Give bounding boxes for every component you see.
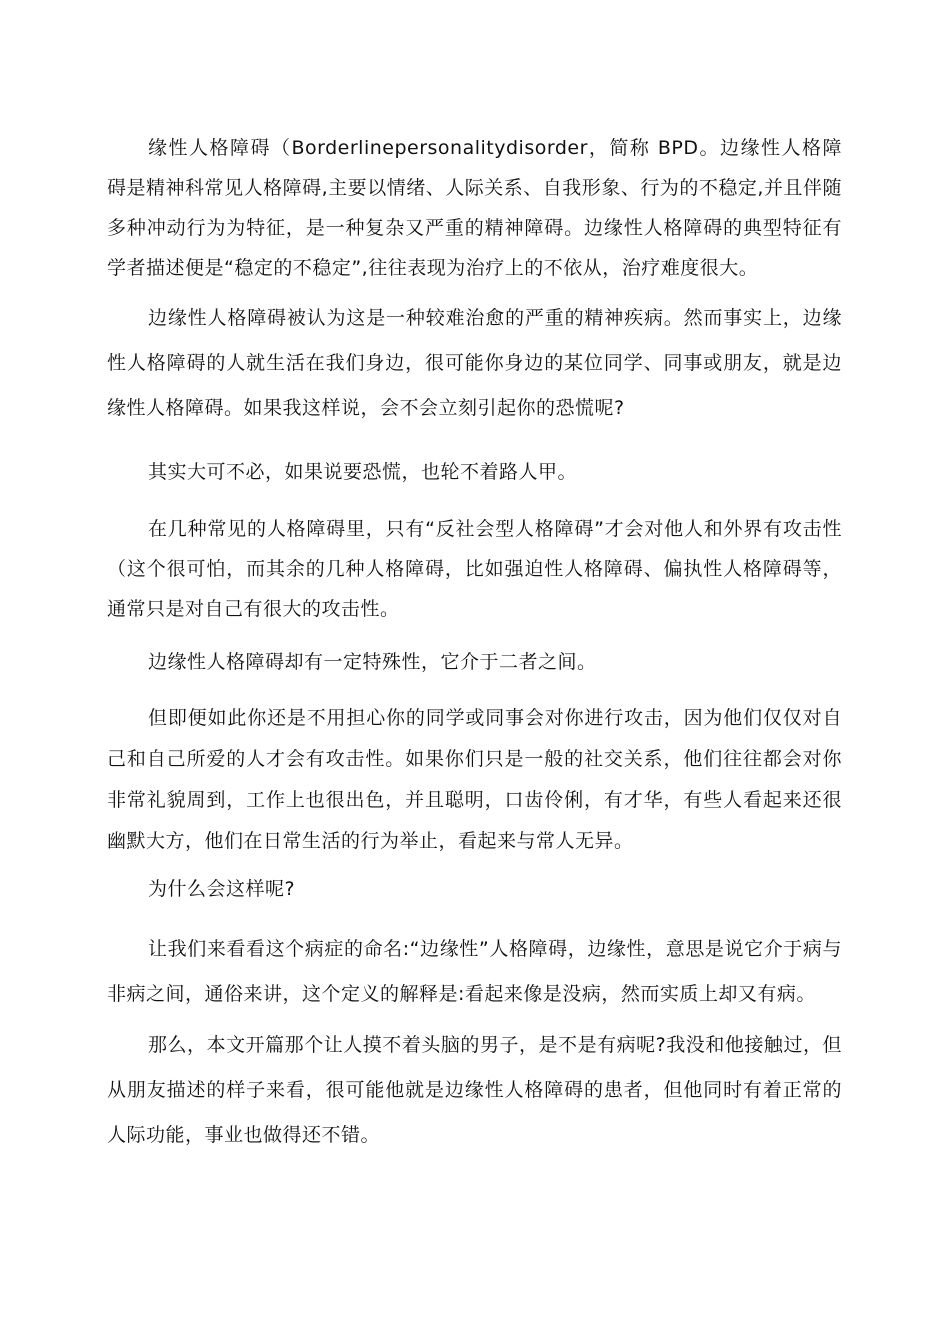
paragraph-5: 边缘性人格障碍却有一定特殊性，它介于二者之间。 — [148, 651, 597, 673]
paragraph-1: 缘性人格障碍（Borderlinepersonalitydisorder，简称 BPD。边缘性人格障碍是精神科常见人格障碍,主要以情绪、人际关系、自我形象、行为的不稳定,并且伴随多种冲动行为为特征，是一种复杂又严重的精神障碍。边缘性人格障碍的典型特征有学者描述便是“稳定的不稳定”,往往表现为治疗上的不依从，治疗难度很大。 — [107, 137, 842, 279]
paragraph-2: 边缘性人格障碍被认为这是一种较难治愈的严重的精神疾病。然而事实上，边缘性人格障碍的人就生活在我们身边，很可能你身边的某位同学、同事或朋友，就是边缘性人格障碍。如果我这样说，会不会立刻引起你的恐慌呢? — [107, 307, 842, 419]
paragraph-4: 在几种常见的人格障碍里，只有“反社会型人格障碍”才会对他人和外界有攻击性（这个很可怕，而其余的几种人格障碍，比如强迫性人格障碍、偏执性人格障碍等，通常只是对自己有很大的攻击性。 — [107, 518, 842, 620]
paragraph-9: 那么，本文开篇那个让人摸不着头脑的男子，是不是有病呢?我没和他接触过，但从朋友描述的样子来看，很可能他就是边缘性人格障碍的患者，但他同时有着正常的人际功能，事业也做得还不错。 — [107, 1034, 842, 1146]
paragraph-7: 为什么会这样呢? — [148, 878, 296, 900]
paragraph-6: 但即便如此你还是不用担心你的同学或同事会对你进行攻击，因为他们仅仅对自己和自己所爱的人才会有攻击性。如果你们只是一般的社交关系，他们往往都会对你非常礼貌周到，工作上也很出色，并且聪明，口齿伶俐，有才华，有些人看起来还很幽默大方，他们在日常生活的行为举止，看起来与常人无异。 — [107, 707, 842, 852]
paragraph-8: 让我们来看看这个病症的命名:“边缘性”人格障碍，边缘性，意思是说它介于病与非病之间，通俗来讲，这个定义的解释是:看起来像是没病，然而实质上却又有病。 — [107, 938, 842, 1005]
paragraph-3: 其实大可不必，如果说要恐慌，也轮不着路人甲。 — [148, 461, 578, 483]
